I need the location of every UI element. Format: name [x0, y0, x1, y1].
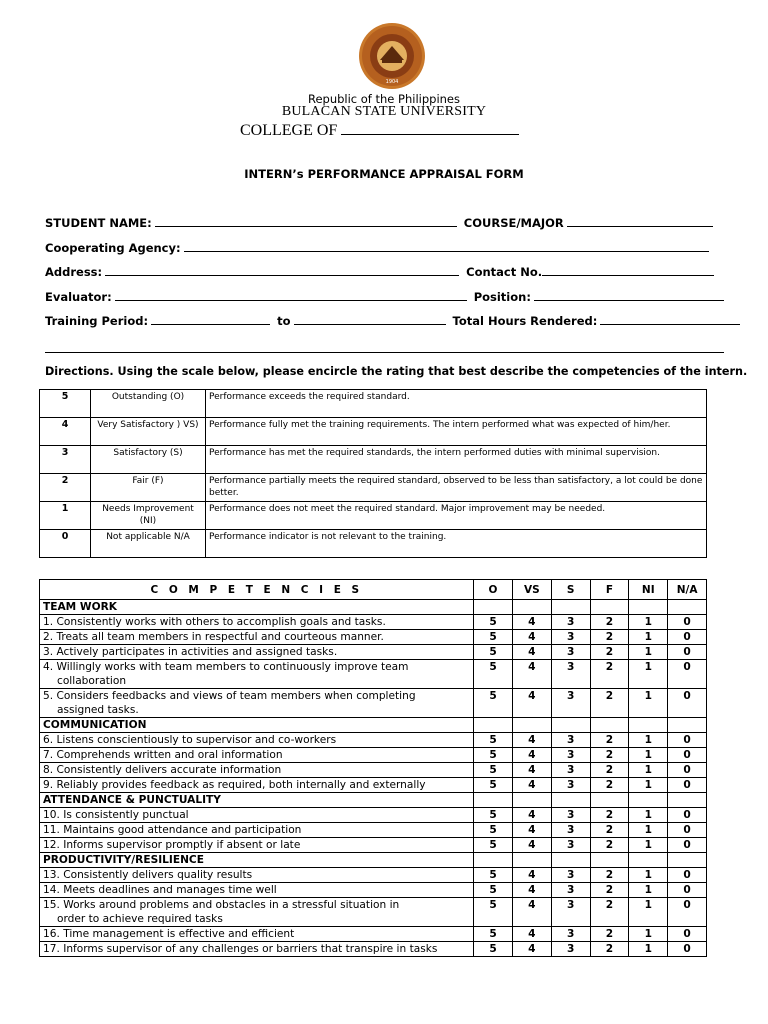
- student-name-label: STUDENT NAME:: [45, 216, 152, 230]
- rating-cell: [474, 853, 513, 868]
- cooperating-agency-label: Cooperating Agency:: [45, 241, 181, 255]
- rating-cell[interactable]: 5: [474, 630, 513, 645]
- rating-cell[interactable]: 2: [590, 748, 629, 763]
- rating-cell[interactable]: 2: [590, 615, 629, 630]
- university-seal-logo: [352, 22, 432, 90]
- rating-cell[interactable]: 2: [590, 883, 629, 898]
- competency-line: 7. Comprehends written and oral information: [43, 749, 283, 761]
- competency-row: [40, 630, 707, 645]
- rating-cell[interactable]: 4: [512, 927, 551, 942]
- rating-cell[interactable]: 1: [629, 645, 668, 660]
- header-s: S: [551, 580, 590, 600]
- rating-cell[interactable]: 1: [629, 942, 668, 957]
- rating-cell[interactable]: 0: [668, 883, 707, 898]
- competency-line: 14. Meets deadlines and manages time well: [43, 884, 277, 896]
- position-label: Position:: [473, 290, 531, 304]
- competency-line: 13. Consistently delivers quality results: [43, 869, 253, 881]
- competency-text: [40, 778, 474, 793]
- header-f: F: [590, 580, 629, 600]
- scale-rating: 4: [40, 418, 91, 446]
- header-na: N/A: [668, 580, 707, 600]
- rating-cell[interactable]: 5: [474, 748, 513, 763]
- rating-cell[interactable]: 3: [551, 838, 590, 853]
- rating-cell[interactable]: 2: [590, 838, 629, 853]
- competency-row: [40, 615, 707, 630]
- rating-cell: [668, 853, 707, 868]
- competency-text: [40, 883, 474, 898]
- rating-cell[interactable]: 3: [551, 733, 590, 748]
- rating-cell[interactable]: 1: [629, 898, 668, 927]
- rating-cell: [474, 600, 513, 615]
- rating-cell[interactable]: 3: [551, 898, 590, 927]
- rating-cell[interactable]: 3: [551, 630, 590, 645]
- rating-cell[interactable]: 4: [512, 868, 551, 883]
- competency-row: [40, 645, 707, 660]
- competency-row: [40, 927, 707, 942]
- rating-cell[interactable]: 2: [590, 927, 629, 942]
- header-vs: VS: [512, 580, 551, 600]
- rating-cell[interactable]: 0: [668, 898, 707, 927]
- rating-cell[interactable]: 0: [668, 868, 707, 883]
- rating-cell[interactable]: 5: [474, 645, 513, 660]
- scale-rating: 0: [40, 530, 91, 558]
- competency-row: [40, 778, 707, 793]
- rating-cell: [629, 793, 668, 808]
- rating-cell[interactable]: 4: [512, 808, 551, 823]
- rating-cell[interactable]: 1: [629, 868, 668, 883]
- rating-cell[interactable]: 2: [590, 942, 629, 957]
- rating-cell[interactable]: 2: [590, 808, 629, 823]
- evaluator-row: [45, 289, 727, 304]
- address-row: [45, 264, 717, 279]
- student-info-row: [45, 215, 716, 230]
- training-start-field[interactable]: [151, 313, 270, 325]
- rating-cell[interactable]: 4: [512, 838, 551, 853]
- scale-label: Not applicable N/A: [91, 530, 206, 558]
- rating-cell[interactable]: 1: [629, 763, 668, 778]
- competency-line: ATTENDANCE & PUNCTUALITY: [43, 794, 221, 806]
- competency-line: PRODUCTIVITY/RESILIENCE: [43, 854, 204, 866]
- rating-cell[interactable]: 0: [668, 660, 707, 689]
- competencies-header-row: [40, 580, 707, 600]
- rating-cell[interactable]: 5: [474, 927, 513, 942]
- competency-line: 12. Informs supervisor promptly if absent or late: [43, 839, 301, 851]
- rating-cell: [629, 853, 668, 868]
- rating-cell: [590, 793, 629, 808]
- address-field[interactable]: [105, 264, 459, 276]
- competency-line-continued: assigned tasks.: [57, 704, 139, 716]
- rating-cell: [474, 718, 513, 733]
- rating-cell: [512, 718, 551, 733]
- rating-cell[interactable]: 4: [512, 778, 551, 793]
- rating-cell[interactable]: 2: [590, 645, 629, 660]
- rating-cell[interactable]: 3: [551, 748, 590, 763]
- competency-line: 2. Treats all team members in respectful and courteous manner.: [43, 631, 384, 643]
- rating-cell[interactable]: 1: [629, 808, 668, 823]
- competencies-table: [39, 579, 707, 957]
- rating-cell[interactable]: 4: [512, 823, 551, 838]
- competency-row: [40, 660, 707, 689]
- rating-cell[interactable]: 3: [551, 689, 590, 718]
- competency-line: 9. Reliably provides feedback as required, both internally and externally: [43, 779, 426, 791]
- address-label: Address:: [45, 265, 103, 279]
- competency-text: [40, 838, 474, 853]
- competency-row: [40, 733, 707, 748]
- rating-cell[interactable]: 1: [629, 838, 668, 853]
- rating-cell: [668, 600, 707, 615]
- competency-line: COMMUNICATION: [43, 719, 147, 731]
- rating-cell: [551, 793, 590, 808]
- rating-cell[interactable]: 0: [668, 778, 707, 793]
- section-row: [40, 793, 707, 808]
- rating-cell[interactable]: 1: [629, 748, 668, 763]
- rating-cell[interactable]: 0: [668, 823, 707, 838]
- rating-cell[interactable]: 1: [629, 927, 668, 942]
- rating-cell[interactable]: 3: [551, 615, 590, 630]
- rating-cell[interactable]: 3: [551, 808, 590, 823]
- scale-rating: 5: [40, 390, 91, 418]
- rating-cell[interactable]: 4: [512, 615, 551, 630]
- rating-cell: [551, 600, 590, 615]
- rating-cell[interactable]: 5: [474, 615, 513, 630]
- to-label: to: [277, 314, 291, 328]
- competency-row: [40, 808, 707, 823]
- competency-line: 10. Is consistently punctual: [43, 809, 189, 821]
- rating-cell[interactable]: 4: [512, 763, 551, 778]
- scale-label: Outstanding (O): [91, 390, 206, 418]
- scale-row: [40, 530, 707, 558]
- header-o: O: [474, 580, 513, 600]
- competency-text: [40, 630, 474, 645]
- competency-line-continued: collaboration: [57, 675, 127, 687]
- rating-cell[interactable]: 0: [668, 763, 707, 778]
- form-title: INTERN’s PERFORMANCE APPRAISAL FORM: [244, 167, 524, 181]
- rating-cell[interactable]: 0: [668, 942, 707, 957]
- scale-row: [40, 474, 707, 502]
- competency-text: [40, 763, 474, 778]
- college-blank[interactable]: [341, 120, 519, 135]
- competency-text: [40, 868, 474, 883]
- contact-no-label: Contact No.: [466, 265, 543, 279]
- college-label: COLLEGE OF: [240, 122, 338, 139]
- rating-cell[interactable]: 3: [551, 645, 590, 660]
- scale-rating: 3: [40, 446, 91, 474]
- competency-row: [40, 689, 707, 718]
- svg-text:1904: 1904: [385, 79, 399, 85]
- rating-cell: [512, 600, 551, 615]
- rating-cell[interactable]: 1: [629, 689, 668, 718]
- rating-cell[interactable]: 4: [512, 630, 551, 645]
- competency-row: [40, 883, 707, 898]
- position-field[interactable]: [534, 289, 724, 301]
- rating-cell: [590, 718, 629, 733]
- competency-row: [40, 838, 707, 853]
- competency-row: [40, 898, 707, 927]
- competency-text: [40, 689, 474, 718]
- republic-heading: Republic of the Philippines: [307, 92, 461, 106]
- college-heading: [240, 120, 519, 140]
- scale-label: Very Satisfactory ) VS): [91, 418, 206, 446]
- competency-row: [40, 763, 707, 778]
- competency-text: [40, 927, 474, 942]
- rating-cell[interactable]: 4: [512, 748, 551, 763]
- competency-line: 16. Time management is effective and efficient: [43, 928, 295, 940]
- scale-row: [40, 418, 707, 446]
- rating-cell[interactable]: 5: [474, 689, 513, 718]
- rating-cell[interactable]: 0: [668, 733, 707, 748]
- training-row: [45, 313, 743, 328]
- competency-text: [40, 660, 474, 689]
- rating-cell: [629, 600, 668, 615]
- rating-cell[interactable]: 2: [590, 733, 629, 748]
- directions-text: Directions. Using the scale below, please encircle the rating that best describe the competencies of the intern.: [45, 365, 748, 378]
- rating-cell: [551, 718, 590, 733]
- rating-cell[interactable]: 3: [551, 883, 590, 898]
- competency-text: [40, 748, 474, 763]
- rating-cell[interactable]: 2: [590, 689, 629, 718]
- rating-cell[interactable]: 4: [512, 645, 551, 660]
- rating-cell[interactable]: 0: [668, 838, 707, 853]
- header-ni: NI: [629, 580, 668, 600]
- separator-line: [45, 352, 724, 353]
- scale-description: Performance does not meet the required standard. Major improvement may be needed.: [206, 502, 707, 530]
- competency-text: [40, 942, 474, 957]
- rating-cell[interactable]: 3: [551, 823, 590, 838]
- competency-row: [40, 748, 707, 763]
- section-title: [40, 853, 474, 868]
- section-row: [40, 853, 707, 868]
- rating-cell: [512, 853, 551, 868]
- competency-text: [40, 808, 474, 823]
- rating-cell[interactable]: 5: [474, 868, 513, 883]
- contact-no-field[interactable]: [542, 264, 714, 276]
- competency-line: 6. Listens conscientiously to supervisor and co-workers: [43, 734, 337, 746]
- competency-line: 17. Informs supervisor of any challenges or barriers that transpire in tasks: [43, 943, 438, 955]
- rating-cell[interactable]: 3: [551, 868, 590, 883]
- rating-cell[interactable]: 0: [668, 927, 707, 942]
- rating-cell[interactable]: 5: [474, 778, 513, 793]
- competency-text: [40, 645, 474, 660]
- competency-text: [40, 898, 474, 927]
- competency-row: [40, 823, 707, 838]
- scale-label: Satisfactory (S): [91, 446, 206, 474]
- rating-cell[interactable]: 0: [668, 615, 707, 630]
- section-row: [40, 600, 707, 615]
- rating-cell[interactable]: 4: [512, 942, 551, 957]
- scale-label: Fair (F): [91, 474, 206, 502]
- rating-cell[interactable]: 5: [474, 942, 513, 957]
- rating-cell: [668, 718, 707, 733]
- rating-cell[interactable]: 4: [512, 898, 551, 927]
- course-major-field[interactable]: [567, 215, 713, 227]
- rating-cell: [590, 600, 629, 615]
- rating-cell: [512, 793, 551, 808]
- rating-cell[interactable]: 0: [668, 689, 707, 718]
- rating-cell[interactable]: 1: [629, 778, 668, 793]
- competency-line: 3. Actively participates in activities and assigned tasks.: [43, 646, 338, 658]
- university-name: BULACAN STATE UNIVERSITY: [281, 104, 487, 119]
- rating-cell[interactable]: 3: [551, 778, 590, 793]
- rating-cell[interactable]: 2: [590, 898, 629, 927]
- rating-cell: [590, 853, 629, 868]
- rating-cell[interactable]: 1: [629, 660, 668, 689]
- competency-text: [40, 615, 474, 630]
- rating-cell[interactable]: 2: [590, 630, 629, 645]
- rating-cell[interactable]: 5: [474, 733, 513, 748]
- rating-cell[interactable]: 2: [590, 763, 629, 778]
- competency-row: [40, 868, 707, 883]
- rating-cell[interactable]: 0: [668, 630, 707, 645]
- scale-row: [40, 446, 707, 474]
- training-period-label: Training Period:: [45, 314, 149, 328]
- scale-description: Performance indicator is not relevant to the training.: [206, 530, 707, 558]
- scale-rating: 1: [40, 502, 91, 530]
- training-end-field[interactable]: [294, 313, 446, 325]
- rating-cell: [474, 793, 513, 808]
- rating-cell[interactable]: 2: [590, 868, 629, 883]
- scale-row: [40, 390, 707, 418]
- competency-row: [40, 942, 707, 957]
- course-major-label: COURSE/MAJOR: [463, 216, 564, 230]
- competency-line: 1. Consistently works with others to accomplish goals and tasks.: [43, 616, 386, 628]
- total-hours-field[interactable]: [600, 313, 740, 325]
- section-title: [40, 793, 474, 808]
- agency-row: [45, 240, 712, 255]
- scale-label: Needs Improvement (NI): [91, 502, 206, 530]
- competency-line: 5. Considers feedbacks and views of team members when completing: [43, 690, 416, 702]
- rating-cell[interactable]: 1: [629, 823, 668, 838]
- total-hours-label: Total Hours Rendered:: [452, 314, 598, 328]
- scale-description: Performance partially meets the required standard, observed to be less than satisfactory, a lot could be done better.: [206, 474, 707, 502]
- rating-cell: [629, 718, 668, 733]
- rating-cell[interactable]: 3: [551, 660, 590, 689]
- rating-cell[interactable]: 1: [629, 733, 668, 748]
- competency-line-continued: order to achieve required tasks: [57, 913, 223, 925]
- scale-description: Performance exceeds the required standard.: [206, 390, 707, 418]
- rating-cell[interactable]: 3: [551, 763, 590, 778]
- rating-cell[interactable]: 5: [474, 823, 513, 838]
- rating-cell[interactable]: 5: [474, 808, 513, 823]
- rating-cell[interactable]: 4: [512, 733, 551, 748]
- rating-cell[interactable]: 1: [629, 883, 668, 898]
- rating-cell[interactable]: 0: [668, 748, 707, 763]
- rating-cell[interactable]: 3: [551, 942, 590, 957]
- rating-cell[interactable]: 5: [474, 883, 513, 898]
- rating-cell[interactable]: 2: [590, 778, 629, 793]
- evaluator-label: Evaluator:: [45, 290, 112, 304]
- competency-line: 15. Works around problems and obstacles in a stressful situation in: [43, 899, 400, 911]
- rating-cell[interactable]: 2: [590, 660, 629, 689]
- rating-cell[interactable]: 0: [668, 808, 707, 823]
- header-competencies: C O M P E T E N C I E S: [40, 580, 474, 600]
- rating-cell[interactable]: 4: [512, 689, 551, 718]
- rating-cell[interactable]: 5: [474, 838, 513, 853]
- rating-cell[interactable]: 5: [474, 763, 513, 778]
- scale-row: [40, 502, 707, 530]
- scale-description: Performance fully met the training requirements. The intern performed what was expected of him/her.: [206, 418, 707, 446]
- rating-cell[interactable]: 2: [590, 823, 629, 838]
- rating-cell[interactable]: 1: [629, 630, 668, 645]
- competency-line: 8. Consistently delivers accurate information: [43, 764, 282, 776]
- competency-line: TEAM WORK: [43, 601, 117, 613]
- section-title: [40, 718, 474, 733]
- competency-line: 4. Willingly works with team members to continuously improve team: [43, 661, 409, 673]
- rating-cell[interactable]: 3: [551, 927, 590, 942]
- rating-cell[interactable]: 5: [474, 898, 513, 927]
- rating-cell[interactable]: 4: [512, 883, 551, 898]
- rating-cell: [551, 853, 590, 868]
- scale-rating: 2: [40, 474, 91, 502]
- rating-cell[interactable]: 0: [668, 645, 707, 660]
- competency-line: 11. Maintains good attendance and participation: [43, 824, 302, 836]
- rating-cell[interactable]: 1: [629, 615, 668, 630]
- cooperating-agency-field[interactable]: [184, 240, 709, 252]
- student-name-field[interactable]: [155, 215, 457, 227]
- rating-cell[interactable]: 4: [512, 660, 551, 689]
- section-row: [40, 718, 707, 733]
- evaluator-field[interactable]: [115, 289, 467, 301]
- scale-description: Performance has met the required standards, the intern performed duties with minimal supervision.: [206, 446, 707, 474]
- rating-cell[interactable]: 5: [474, 660, 513, 689]
- rating-scale-table: [39, 389, 707, 558]
- rating-cell: [668, 793, 707, 808]
- section-title: [40, 600, 474, 615]
- competency-text: [40, 823, 474, 838]
- competency-text: [40, 733, 474, 748]
